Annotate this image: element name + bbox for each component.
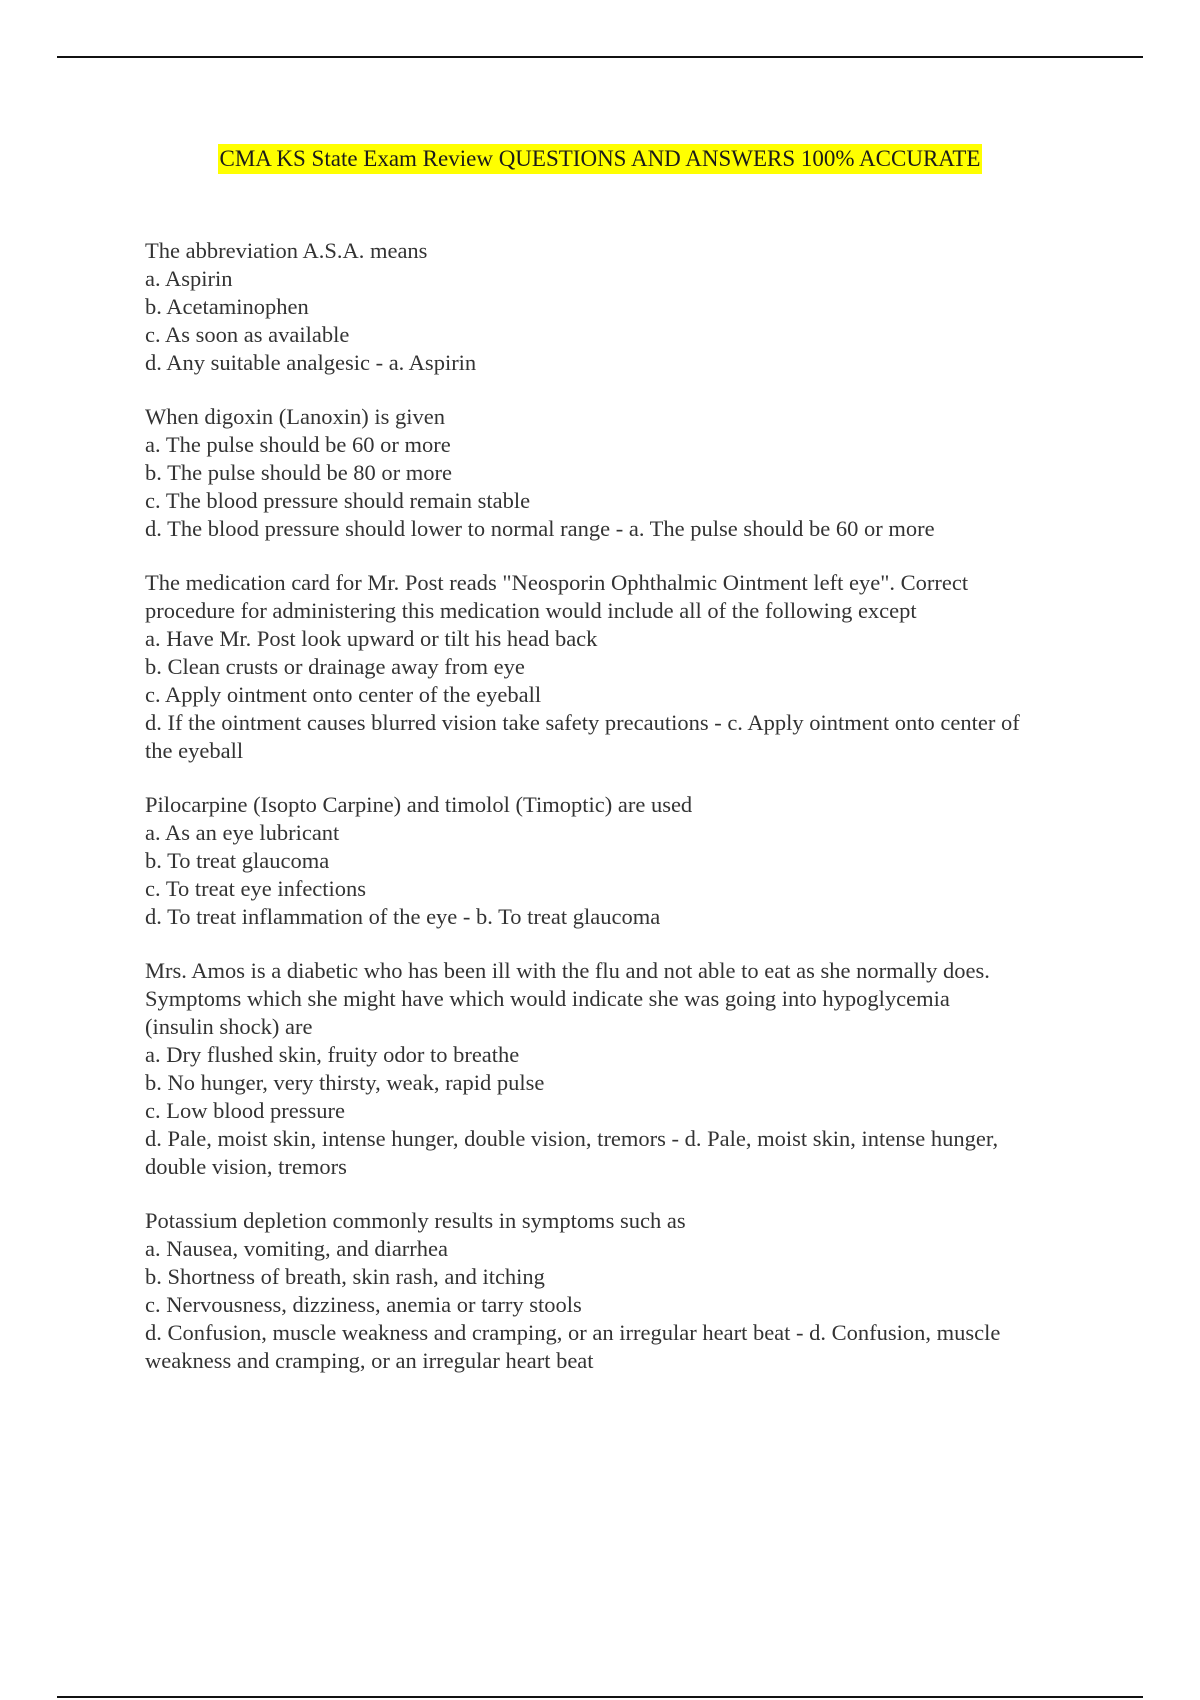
question-stem: When digoxin (Lanoxin) is given [145,404,445,429]
question-stem: The medication card for Mr. Post reads "Neosporin Ophthalmic Ointment left eye". Correct [145,570,969,595]
answer-option: c. Low blood pressure [145,1098,345,1123]
answer-option: b. To treat glaucoma [145,848,330,873]
answer-option: b. Clean crusts or drainage away from eye [145,654,525,679]
document-title: CMA KS State Exam Review QUESTIONS AND ANSWERS 100% ACCURATE [218,144,983,174]
answer-option: a. The pulse should be 60 or more [145,432,451,457]
answer-option: b. No hunger, very thirsty, weak, rapid pulse [145,1070,545,1095]
answer-option: b. Shortness of breath, skin rash, and itching [145,1264,545,1289]
answer-option: a. As an eye lubricant [145,820,340,845]
question-stem: Mrs. Amos is a diabetic who has been ill with the flu and not able to eat as she normally does. [145,958,990,983]
answer-option: b. Acetaminophen [145,294,309,319]
answer-option-with-key: double vision, tremors [145,1154,347,1179]
answer-option: c. As soon as available [145,322,350,347]
question-stem: Pilocarpine (Isopto Carpine) and timolol (Timoptic) are used [145,792,693,817]
title-container [0,144,1200,174]
question-block [145,957,1095,1181]
header-rule [57,56,1143,58]
answer-option: a. Have Mr. Post look upward or tilt his head back [145,626,598,651]
answer-option: a. Nausea, vomiting, and diarrhea [145,1236,449,1261]
question-stem: Potassium depletion commonly results in symptoms such as [145,1208,686,1233]
answer-option: c. Apply ointment onto center of the eyeball [145,682,542,707]
answer-option: c. The blood pressure should remain stable [145,488,531,513]
question-stem: The abbreviation A.S.A. means [145,238,428,263]
answer-option-with-key: weakness and cramping, or an irregular heart beat [145,1348,594,1373]
answer-option-with-key: d. Pale, moist skin, intense hunger, double vision, tremors - d. Pale, moist skin, intense hunger, [145,1126,999,1151]
question-stem: procedure for administering this medication would include all of the following except [145,598,917,623]
answer-option: c. Nervousness, dizziness, anemia or tarry stools [145,1292,582,1317]
question-block [145,237,1095,377]
answer-option-with-key: d. Confusion, muscle weakness and cramping, or an irregular heart beat - d. Confusion, muscle [145,1320,1001,1345]
answer-option: a. Aspirin [145,266,233,291]
question-stem: Symptoms which she might have which would indicate she was going into hypoglycemia [145,986,950,1011]
answer-option-with-key: d. Any suitable analgesic - a. Aspirin [145,350,477,375]
answer-option: a. Dry flushed skin, fruity odor to breathe [145,1042,520,1067]
answer-option-with-key: d. If the ointment causes blurred vision take safety precautions - c. Apply ointment onto center of [145,710,1020,735]
question-block [145,791,1095,931]
answer-option-with-key: the eyeball [145,738,244,763]
question-stem: (insulin shock) are [145,1014,313,1039]
answer-option: c. To treat eye infections [145,876,367,901]
question-block [145,1207,1095,1375]
answer-option: b. The pulse should be 80 or more [145,460,453,485]
footer-rule [57,1696,1143,1698]
question-list [145,237,1095,1401]
answer-option-with-key: d. The blood pressure should lower to normal range - a. The pulse should be 60 or more [145,516,935,541]
answer-option-with-key: d. To treat inflammation of the eye - b. To treat glaucoma [145,904,661,929]
question-block [145,569,1095,765]
question-block [145,403,1095,543]
